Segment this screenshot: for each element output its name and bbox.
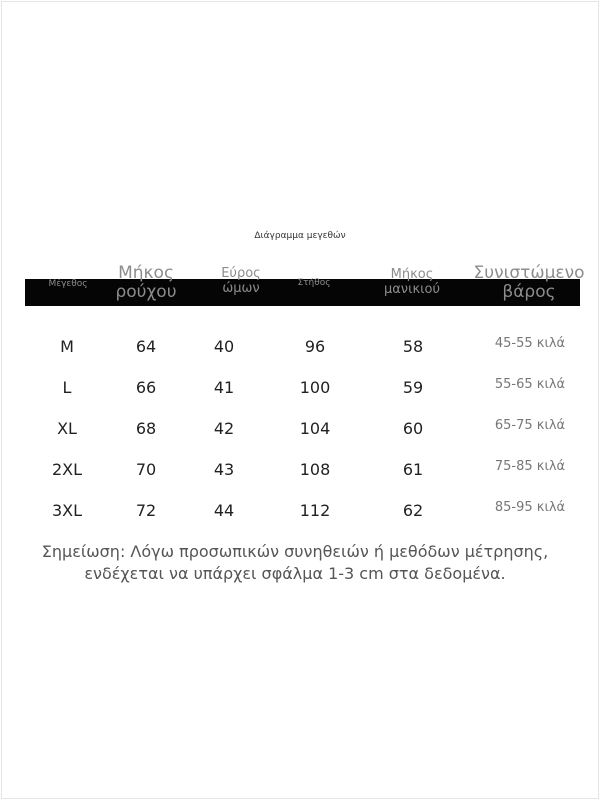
- cell-sleeve: 60: [402, 419, 424, 438]
- cell-length: 68: [135, 419, 157, 438]
- header-length: Μήκος ρούχου: [115, 263, 177, 303]
- note-line-2: ενδέχεται να υπάρχει σφάλμα 1-3 cm στα δεδομένα.: [84, 564, 506, 584]
- cell-length: 64: [135, 337, 157, 356]
- cell-size: L: [62, 378, 72, 397]
- cell-weight: 55-65 κιλά: [494, 377, 566, 392]
- cell-sleeve: 59: [402, 378, 424, 397]
- header-chest: Στήθος: [297, 278, 331, 288]
- cell-shoulder: 44: [213, 501, 235, 520]
- cell-sleeve: 61: [402, 460, 424, 479]
- cell-chest: 96: [304, 337, 326, 356]
- page-frame: [1, 1, 599, 799]
- header-weight: Συνιστώμενο βάρος: [473, 263, 585, 303]
- header-size: Μέγεθος: [48, 279, 88, 289]
- cell-weight: 75-85 κιλά: [494, 459, 566, 474]
- cell-size: XL: [57, 419, 77, 438]
- cell-chest: 100: [299, 378, 331, 397]
- cell-size: 3XL: [51, 501, 83, 520]
- cell-shoulder: 41: [213, 378, 235, 397]
- measurement-note: [10, 541, 580, 586]
- cell-chest: 104: [299, 419, 331, 438]
- cell-size: M: [60, 337, 74, 356]
- cell-length: 70: [135, 460, 157, 479]
- cell-weight: 65-75 κιλά: [494, 418, 566, 433]
- cell-length: 66: [135, 378, 157, 397]
- cell-sleeve: 62: [402, 501, 424, 520]
- note-line-1: Σημείωση: Λόγω προσωπικών συνηθειών ή μεθόδων μέτρησης,: [41, 542, 549, 561]
- chart-title: Διάγραμμα μεγεθών: [254, 231, 346, 241]
- header-sleeve: Μήκος μανικιού: [383, 267, 441, 297]
- cell-chest: 112: [299, 501, 331, 520]
- cell-weight: 85-95 κιλά: [494, 500, 566, 515]
- cell-shoulder: 43: [213, 460, 235, 479]
- cell-shoulder: 40: [213, 337, 235, 356]
- header-shoulder: Εύρος ώμων: [221, 266, 261, 296]
- cell-shoulder: 42: [213, 419, 235, 438]
- cell-sleeve: 58: [402, 337, 424, 356]
- cell-size: 2XL: [51, 460, 83, 479]
- cell-chest: 108: [299, 460, 331, 479]
- cell-weight: 45-55 κιλά: [494, 336, 566, 351]
- cell-length: 72: [135, 501, 157, 520]
